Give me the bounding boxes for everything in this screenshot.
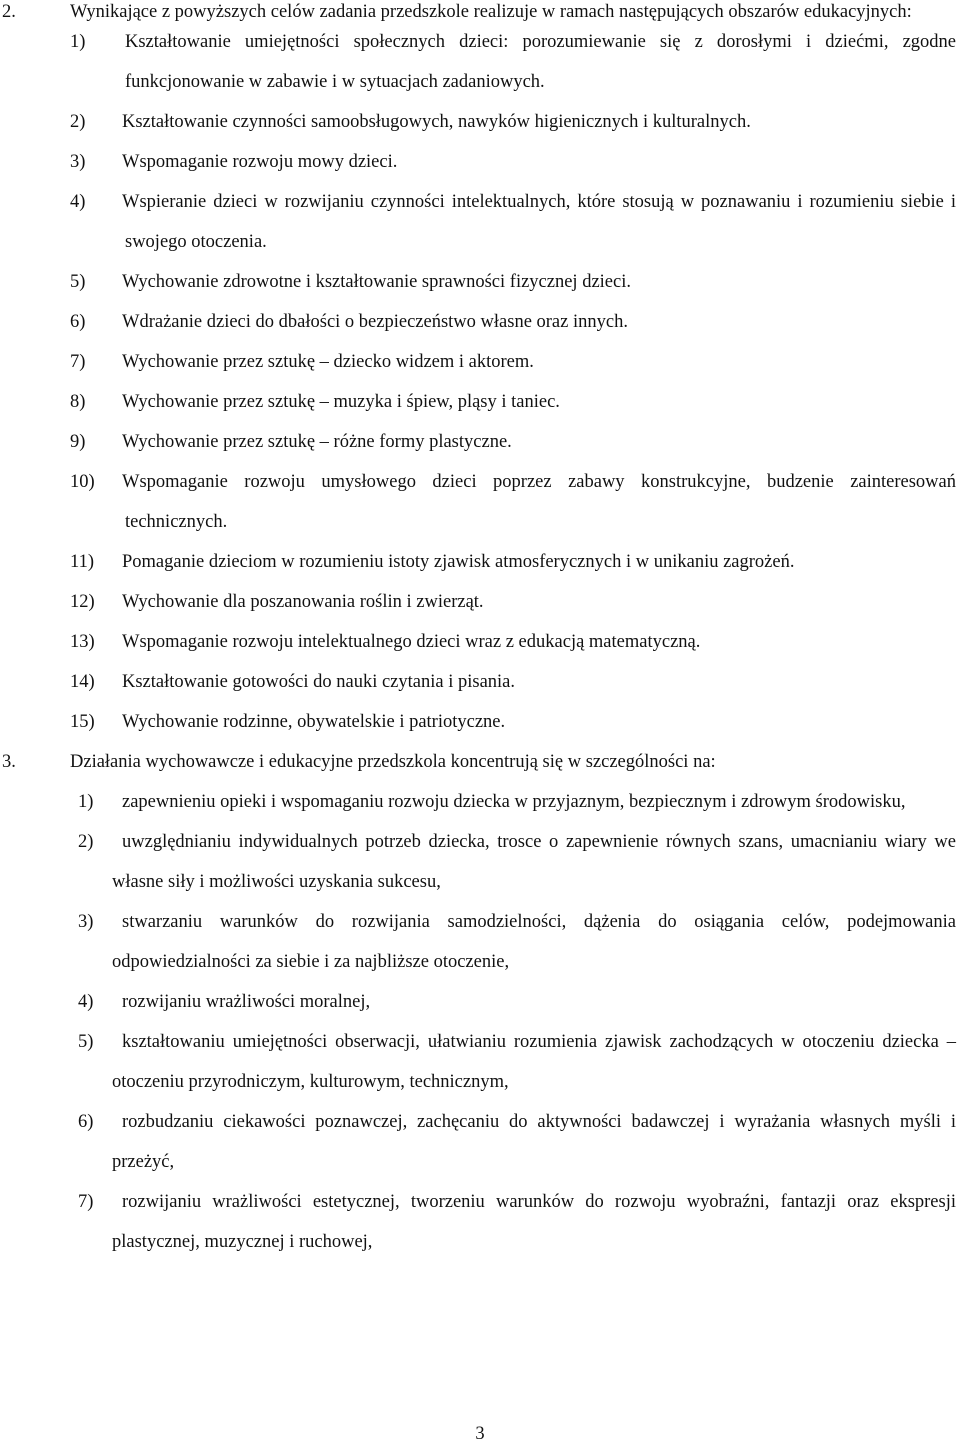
list-item	[0, 342, 960, 382]
section-3	[0, 742, 960, 782]
item-number: 1)	[78, 792, 94, 812]
list-item	[0, 302, 960, 342]
list-item	[0, 1022, 960, 1102]
item-number: 1)	[70, 32, 86, 52]
item-number: 6)	[78, 1112, 94, 1132]
item-number: 8)	[70, 392, 86, 412]
section-2	[0, 2, 960, 22]
list-item	[0, 382, 960, 422]
item-text: Wychowanie zdrowotne i kształtowanie sprawności fizycznej dzieci.	[122, 272, 631, 292]
section-intro: Wynikające z powyższych celów zadania przedszkole realizuje w ramach następujących obszarów edukacyjnych:	[70, 2, 912, 22]
list-item	[0, 142, 960, 182]
item-number: 13)	[70, 632, 95, 652]
item-number: 10)	[70, 472, 95, 492]
item-text: Wspomaganie rozwoju intelektualnego dzieci wraz z edukacją matematyczną.	[122, 632, 701, 652]
item-text: Wychowanie przez sztukę – dziecko widzem i aktorem.	[122, 352, 534, 372]
item-text: stwarzaniu warunków do rozwijania samodzielności, dążenia do osiągania celów, podejmowania odpowiedzialności za siebie i za najbliższe otoczenie,	[112, 912, 956, 972]
section-intro: Działania wychowawcze i edukacyjne przedszkola koncentrują się w szczególności na:	[70, 752, 716, 772]
list-item	[0, 182, 960, 262]
item-number: 4)	[70, 192, 86, 212]
list-item	[0, 902, 960, 982]
item-text: rozwijaniu wrażliwości moralnej,	[122, 992, 371, 1012]
item-text: Wychowanie dla poszanowania roślin i zwierząt.	[122, 592, 484, 612]
item-text: Wychowanie przez sztukę – muzyka i śpiew, pląsy i taniec.	[122, 392, 560, 412]
list-item	[0, 102, 960, 142]
list-item	[0, 22, 960, 102]
item-text: Wspomaganie rozwoju umysłowego dzieci poprzez zabawy konstrukcyjne, budzenie zainteresowań technicznych.	[122, 472, 956, 532]
list-item	[0, 982, 960, 1022]
section-number: 3.	[2, 752, 16, 772]
list-item	[0, 662, 960, 702]
list-item	[0, 422, 960, 462]
list-item	[0, 1182, 960, 1262]
item-text: Kształtowanie umiejętności społecznych dzieci: porozumiewanie się z dorosłymi i dziećmi, zgodne funkcjonowanie w zabawie i w sytuacjach zadaniowych.	[125, 32, 956, 92]
section-number: 2.	[2, 2, 16, 22]
item-text: rozbudzaniu ciekawości poznawczej, zachęcaniu do aktywności badawczej i wyrażania własnych myśli i przeżyć,	[112, 1112, 956, 1172]
item-text: Kształtowanie czynności samoobsługowych, nawyków higienicznych i kulturalnych.	[122, 112, 751, 132]
list-item	[0, 782, 960, 822]
item-text: kształtowaniu umiejętności obserwacji, ułatwianiu rozumienia zjawisk zachodzących w otoczeniu dziecka – otoczeniu przyrodniczym, kulturowym, technicznym,	[112, 1032, 956, 1092]
section-2-list	[0, 22, 960, 742]
list-item	[0, 542, 960, 582]
item-text: rozwijaniu wrażliwości estetycznej, tworzeniu warunków do rozwoju wyobraźni, fantazji oraz ekspresji plastycznej, muzycznej i ruchowej,	[112, 1192, 956, 1252]
item-text: Wspieranie dzieci w rozwijaniu czynności intelektualnych, które stosują w poznawaniu i rozumieniu siebie i swojego otoczenia.	[122, 192, 956, 252]
item-number: 6)	[70, 312, 86, 332]
item-text: Wychowanie przez sztukę – różne formy plastyczne.	[122, 432, 512, 452]
item-number: 2)	[78, 832, 94, 852]
list-item	[0, 622, 960, 662]
item-text: Wspomaganie rozwoju mowy dzieci.	[122, 152, 398, 172]
item-number: 7)	[70, 352, 86, 372]
list-item	[0, 822, 960, 902]
item-number: 4)	[78, 992, 94, 1012]
list-item	[0, 582, 960, 622]
item-number: 3)	[78, 912, 94, 932]
item-number: 11)	[70, 552, 94, 572]
item-number: 14)	[70, 672, 95, 692]
list-item	[0, 702, 960, 742]
page-number: 3	[475, 1424, 485, 1444]
item-number: 3)	[70, 152, 86, 172]
list-item	[0, 462, 960, 542]
item-number: 5)	[78, 1032, 94, 1052]
item-number: 9)	[70, 432, 86, 452]
list-item	[0, 262, 960, 302]
item-number: 12)	[70, 592, 95, 612]
item-text: Kształtowanie gotowości do nauki czytania i pisania.	[122, 672, 516, 692]
item-text: zapewnieniu opieki i wspomaganiu rozwoju dziecka w przyjaznym, bezpiecznym i zdrowym środowisku,	[122, 792, 906, 812]
item-number: 15)	[70, 712, 95, 732]
item-text: uwzględnianiu indywidualnych potrzeb dziecka, trosce o zapewnienie równych szans, umacnianiu wiary we własne siły i możliwości uzyskania sukcesu,	[112, 832, 956, 892]
section-3-list	[0, 782, 960, 1262]
item-text: Pomaganie dzieciom w rozumieniu istoty zjawisk atmosferycznych i w unikaniu zagrożeń.	[122, 552, 795, 572]
list-item	[0, 1102, 960, 1182]
item-number: 7)	[78, 1192, 94, 1212]
item-text: Wdrażanie dzieci do dbałości o bezpieczeństwo własne oraz innych.	[122, 312, 628, 332]
item-number: 5)	[70, 272, 86, 292]
item-number: 2)	[70, 112, 86, 132]
document-page	[0, 2, 960, 1444]
item-text: Wychowanie rodzinne, obywatelskie i patriotyczne.	[122, 712, 506, 732]
